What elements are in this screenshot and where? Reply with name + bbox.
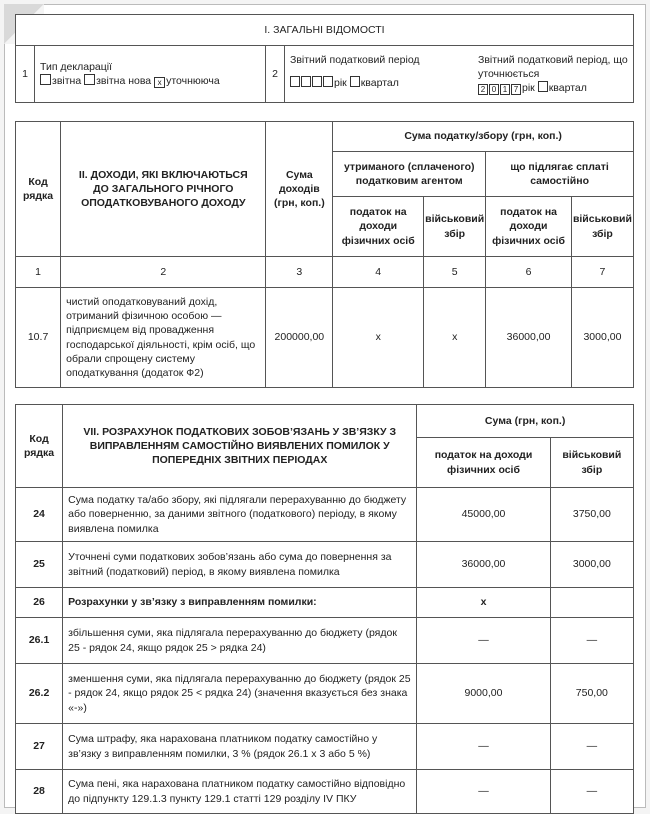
column-number: 1: [16, 257, 61, 288]
zvitna-checkbox[interactable]: [40, 74, 51, 85]
row-viysk[interactable]: —: [550, 770, 633, 814]
column-number: 7: [571, 257, 633, 288]
pidlyagaye-header: що підлягає сплаті самостійно: [486, 152, 634, 197]
corrected-year-digit[interactable]: 2: [478, 84, 488, 95]
table-row: [16, 618, 634, 664]
utochnyuyucha-label: уточнююча: [166, 75, 220, 87]
period-year-label: рік: [334, 76, 347, 89]
row-description: Уточнені суми податкових зобов’язань або сума до повернення за звітний (податковий) період, в якому виявлена помилка: [63, 542, 417, 588]
utochnyuyucha-checkbox[interactable]: x: [154, 77, 165, 88]
table-row: [16, 488, 634, 542]
row-podatok[interactable]: 45000,00: [417, 488, 550, 542]
row-description: чистий оподатковуваний дохід, отриманий фізичною особою — підприємцем від провадження господарської діяльності, крім осіб, що обрали спрощену систему оподаткування (додаток Ф2): [61, 288, 266, 388]
period-cell: [285, 46, 634, 103]
section2-title: II. ДОХОДИ, ЯКІ ВКЛЮЧАЮТЬСЯ ДО ЗАГАЛЬНОГО РІЧНОГО ОПОДАТКОВУВАНОГО ДОХОДУ: [61, 122, 266, 257]
corrected-year-digit[interactable]: 7: [511, 84, 521, 95]
row-code: 27: [16, 724, 63, 770]
column-number: 3: [266, 257, 333, 288]
row-viysk-agent[interactable]: х: [424, 288, 486, 388]
row-description: Сума пені, яка нарахована платником податку самостійно відповідно до підпункту 129.1.3 пункту 129.1 статті 129 розділу IV ПКУ: [63, 770, 417, 814]
row-code: 26.2: [16, 664, 63, 724]
podatok-agent-header: податок на доходи фізичних осіб: [333, 197, 424, 257]
column-number: 5: [424, 257, 486, 288]
row1-number: 1: [16, 46, 35, 103]
table-row: [16, 288, 634, 388]
period-quarter-label: квартал: [360, 76, 399, 89]
kod-ryadka-header-7: Код рядка: [16, 405, 63, 488]
row-description: Сума податку та/або збору, які підлягали перерахуванню до бюджету або поверненню, за даними звітного (податкового) періоду, в якому виявлена помилка: [63, 488, 417, 542]
period-year-digit-box[interactable]: [323, 76, 333, 87]
row-viysk[interactable]: [550, 588, 633, 618]
podatok-header-7: податок на доходи фізичних осіб: [417, 438, 550, 488]
period-year-digit-box[interactable]: [301, 76, 311, 87]
declaration-type-label: Тип декларації: [40, 60, 113, 73]
corrections-table: [15, 404, 634, 814]
column-number: 2: [61, 257, 266, 288]
row-podatok-agent[interactable]: х: [333, 288, 424, 388]
corrected-period-label: Звітний податковий період, що уточнюється: [478, 53, 628, 80]
row-code: 10.7: [16, 288, 61, 388]
reporting-period-block: [290, 53, 470, 96]
viysk-sam-header: військовий збір: [571, 197, 633, 257]
table-row: [16, 664, 634, 724]
row-code: 26: [16, 588, 63, 618]
corrected-year-digit[interactable]: 0: [489, 84, 499, 95]
row-viysk[interactable]: 3750,00: [550, 488, 633, 542]
suma-podatku-header: Сума податку/збору (грн, коп.): [333, 122, 634, 152]
viysk-header-7: військовий збір: [550, 438, 633, 488]
period-year-digit-box[interactable]: [312, 76, 322, 87]
row-description: Сума штрафу, яка нарахована платником податку самостійно у зв’язку з виправленням помилки, 3 % (рядок 26.1 х 3 або 5 %): [63, 724, 417, 770]
corrected-year-digit[interactable]: 1: [500, 84, 510, 95]
row-viysk[interactable]: 750,00: [550, 664, 633, 724]
row-description: зменшення суми, яка підлягала перерахуванню до бюджету (рядок 25 - рядок 24, якщо рядок 25 < рядка 24) (значення вказується без знака «-»): [63, 664, 417, 724]
row-viysk-sam[interactable]: 3000,00: [571, 288, 633, 388]
column-number: 4: [333, 257, 424, 288]
table-row: [16, 542, 634, 588]
kod-ryadka-header: Код рядка: [16, 122, 61, 257]
row-viysk[interactable]: —: [550, 724, 633, 770]
row-podatok[interactable]: —: [417, 724, 550, 770]
row-code: 28: [16, 770, 63, 814]
suma-dohodiv-header: Сума доходів (грн, коп.): [266, 122, 333, 257]
podatok-sam-header: податок на доходи фізичних осіб: [486, 197, 572, 257]
row-podatok[interactable]: —: [417, 618, 550, 664]
table-row: [16, 724, 634, 770]
row-code: 26.1: [16, 618, 63, 664]
row-podatok[interactable]: 36000,00: [417, 542, 550, 588]
row-description: збільшення суми, яка підлягала перерахуванню до бюджету (рядок 25 - рядок 24, якщо рядок 25 > рядка 24): [63, 618, 417, 664]
reporting-period-label: Звітний податковий період: [290, 53, 420, 66]
row2-number: 2: [266, 46, 285, 103]
utrymanogo-header: утриманого (сплаченого) податковим агентом: [333, 152, 486, 197]
row-viysk[interactable]: —: [550, 618, 633, 664]
section1-title: I. ЗАГАЛЬНІ ВІДОМОСТІ: [16, 15, 634, 46]
row-podatok[interactable]: —: [417, 770, 550, 814]
declaration-type-cell: [35, 46, 266, 103]
zvitna-label: звітна: [52, 75, 82, 87]
row-code: 24: [16, 488, 63, 542]
suma-header-7: Сума (грн, коп.): [417, 405, 634, 438]
corrected-year-label: рік: [522, 82, 535, 95]
table-row: [16, 588, 634, 618]
row-suma[interactable]: 200000,00: [266, 288, 333, 388]
row-podatok[interactable]: 9000,00: [417, 664, 550, 724]
row-podatok-sam[interactable]: 36000,00: [486, 288, 572, 388]
general-info-table: [15, 14, 634, 103]
row-podatok[interactable]: х: [417, 588, 550, 618]
row-code: 25: [16, 542, 63, 588]
corrected-quarter-label: квартал: [548, 82, 587, 95]
viysk-agent-header: військовий збір: [424, 197, 486, 257]
zvitna-nova-checkbox[interactable]: [84, 74, 95, 85]
period-year-digit-box[interactable]: [290, 76, 300, 87]
table-row: [16, 770, 634, 814]
row-viysk[interactable]: 3000,00: [550, 542, 633, 588]
row-description: Розрахунки у зв’язку з виправленням помилки:: [63, 588, 417, 618]
zvitna-nova-label: звітна нова: [96, 75, 152, 87]
column-number: 6: [486, 257, 572, 288]
period-quarter-box[interactable]: [350, 76, 360, 87]
income-table: [15, 121, 634, 388]
corrected-period-block: [478, 53, 628, 96]
section7-title: VII. РОЗРАХУНОК ПОДАТКОВИХ ЗОБОВ’ЯЗАНЬ У ЗВ’ЯЗКУ З ВИПРАВЛЕННЯМ САМОСТІЙНО ВИЯВЛЕНИХ ПОМИЛОК У ПОПЕРЕДНІХ ЗВІТНИХ ПЕРІОДАХ: [63, 405, 417, 488]
corrected-quarter-box[interactable]: [538, 81, 548, 92]
